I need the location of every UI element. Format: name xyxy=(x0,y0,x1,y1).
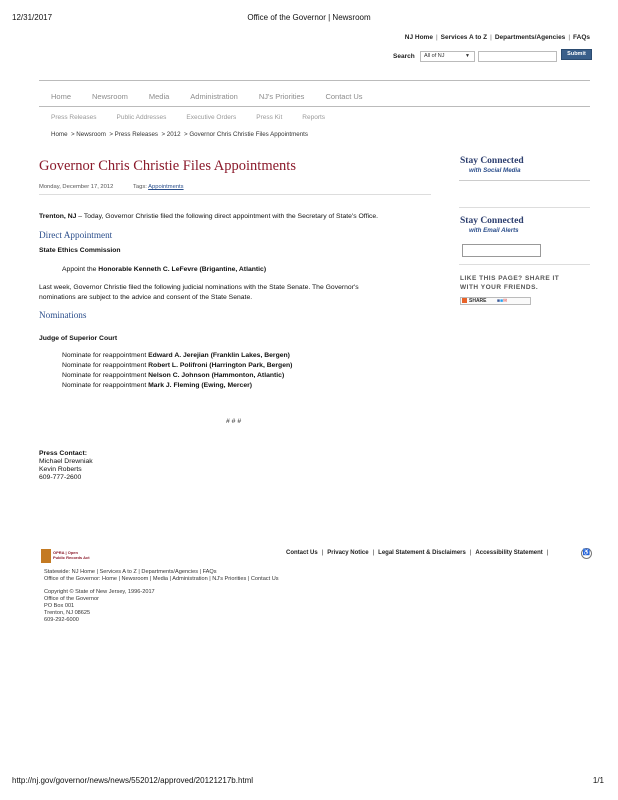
search-scope-select[interactable] xyxy=(420,51,475,62)
direct-appointment-heading: Direct Appointment xyxy=(39,230,113,240)
print-page-title: Office of the Governor | Newsroom xyxy=(247,13,371,22)
sub-nav-reports[interactable]: Reports xyxy=(302,114,326,121)
list-item: Nominate for reappointment Edward A. Jerejian (Franklin Lakes, Bergen) xyxy=(62,352,290,359)
breadcrumb-current: > Governor Chris Christie Files Appointments xyxy=(184,131,308,138)
twitter-icon: ■ xyxy=(499,298,503,304)
opra-logo[interactable] xyxy=(41,549,90,567)
footer-office-links[interactable]: Office of the Governor: Home | Newsroom | Media | Administration | NJ's Priorities | Contact Us xyxy=(44,576,279,582)
share-icon xyxy=(462,298,467,303)
appointment-prefix: Appoint the xyxy=(62,266,99,273)
top-nav-nj-home[interactable]: NJ Home xyxy=(404,34,433,41)
accessibility-icon[interactable]: ♿ xyxy=(581,548,592,559)
opra-logo-icon xyxy=(41,549,51,563)
breadcrumb xyxy=(51,131,308,138)
footer-links: Contact Us | Privacy Notice | Legal Statement & Disclaimers | Accessibility Statement | xyxy=(286,550,549,556)
press-contact-label: Press Contact: xyxy=(39,450,87,457)
nominations-heading: Nominations xyxy=(39,310,87,320)
list-item: Nominate for reappointment Mark J. Fleming (Ewing, Mercer) xyxy=(62,382,253,389)
judicial-paragraph xyxy=(39,283,359,303)
sub-nav xyxy=(51,114,345,121)
judicial-line-2: nominations are subject to the advice and consent of the State Senate. xyxy=(39,294,253,301)
main-nav-priorities[interactable]: NJ's Priorities xyxy=(258,92,305,101)
share-prompt: LIKE THIS PAGE? SHARE IT WITH YOUR FRIENDS. xyxy=(460,275,560,291)
intro-paragraph xyxy=(39,212,378,222)
email-alerts-subheading[interactable]: with Email Alerts xyxy=(469,227,519,234)
judicial-line-1: Last week, Governor Christie filed the following judicial nominations with the State Senate. The Governor's xyxy=(39,284,359,291)
press-contact xyxy=(39,450,93,482)
breadcrumb-newsroom[interactable]: > Newsroom xyxy=(70,131,106,138)
main-nav xyxy=(51,92,384,101)
stay-connected-email-heading: Stay Connected xyxy=(460,216,524,226)
main-nav-media[interactable]: Media xyxy=(148,92,170,101)
contact-name: Kevin Roberts xyxy=(39,466,82,473)
contact-name: Michael Drewniak xyxy=(39,458,93,465)
nominations-list xyxy=(62,351,292,391)
tags-label: Tags: xyxy=(132,184,147,190)
footer-link-accessibility[interactable]: Accessibility Statement xyxy=(475,550,543,556)
breadcrumb-home[interactable]: Home xyxy=(51,131,68,138)
top-nav-services[interactable]: Services A to Z xyxy=(440,34,488,41)
footer-link-contact[interactable]: Contact Us xyxy=(286,550,318,556)
breadcrumb-press-releases[interactable]: > Press Releases xyxy=(109,131,158,138)
footer-statewide-links[interactable]: Statewide: NJ Home | Services A to Z | Departments/Agencies | FAQs xyxy=(44,569,217,575)
print-date: 12/31/2017 xyxy=(12,13,53,22)
email-input[interactable] xyxy=(462,244,541,257)
sub-nav-press-kit[interactable]: Press Kit xyxy=(256,114,283,121)
appointment-line xyxy=(62,265,266,275)
commission-name: State Ethics Commission xyxy=(39,247,121,254)
main-nav-contact[interactable]: Contact Us xyxy=(325,92,363,101)
social-media-subheading[interactable]: with Social Media xyxy=(469,167,521,174)
print-page-number: 1/1 xyxy=(592,776,604,785)
top-nav-departments[interactable]: Departments/Agencies xyxy=(494,34,566,41)
footer-link-legal[interactable]: Legal Statement & Disclaimers xyxy=(378,550,466,556)
appointee-name: Honorable Kenneth C. LeFevre (Brigantine, Atlantic) xyxy=(98,266,267,273)
share-button[interactable] xyxy=(460,297,531,305)
page-title: Governor Chris Christie Files Appointments xyxy=(39,158,296,174)
sub-nav-executive-orders[interactable]: Executive Orders xyxy=(186,114,237,121)
footer-link-privacy[interactable]: Privacy Notice xyxy=(327,550,369,556)
search-submit-button[interactable]: Submit xyxy=(561,49,592,60)
article-date: Monday, December 17, 2012 xyxy=(39,184,114,190)
end-mark: # # # xyxy=(226,418,242,425)
breadcrumb-year[interactable]: > 2012 xyxy=(161,131,181,138)
search-scope-value: All of NJ xyxy=(424,53,445,59)
main-nav-newsroom[interactable]: Newsroom xyxy=(92,92,128,101)
main-nav-home[interactable]: Home xyxy=(51,92,72,101)
top-nav: NJ Home | Services A to Z | Departments/Agencies | FAQs xyxy=(404,34,590,41)
opra-logo-text: OPRA | Open Public Records Act xyxy=(53,550,90,560)
top-nav-faqs[interactable]: FAQs xyxy=(573,34,590,41)
list-item: Nominate for reappointment Robert L. Polifroni (Harrington Park, Bergen) xyxy=(62,362,293,369)
chevron-down-icon: ▼ xyxy=(465,53,470,59)
article-meta xyxy=(39,184,184,190)
share-label: SHARE xyxy=(469,298,487,304)
tag-link-appointments[interactable]: Appointments xyxy=(148,184,184,190)
sub-nav-public-addresses[interactable]: Public Addresses xyxy=(116,114,167,121)
sub-nav-press-releases[interactable]: Press Releases xyxy=(51,114,97,121)
search-label: Search xyxy=(393,53,415,60)
email-share-icon: ✉ xyxy=(502,298,508,304)
intro-text: – Today, Governor Christie filed the following direct appointment with the Secretary of State's Office. xyxy=(76,213,379,220)
search-input[interactable] xyxy=(478,51,557,62)
contact-phone: 609-777-2600 xyxy=(39,474,82,481)
list-item: Nominate for reappointment Nelson C. Johnson (Hammonton, Atlantic) xyxy=(62,372,285,379)
main-nav-administration[interactable]: Administration xyxy=(190,92,238,101)
court-name: Judge of Superior Court xyxy=(39,335,118,342)
dateline: Trenton, NJ xyxy=(39,213,77,220)
footer-address: Copyright © State of New Jersey, 1996-2017 Office of the Governor PO Box 001 Trenton, NJ 08625 609-292-6000 xyxy=(44,589,155,623)
print-url: http://nj.gov/governor/news/news/552012/approved/20121217b.html xyxy=(12,776,254,785)
facebook-icon: ■ xyxy=(496,298,500,304)
stay-connected-social-heading: Stay Connected xyxy=(460,156,524,166)
